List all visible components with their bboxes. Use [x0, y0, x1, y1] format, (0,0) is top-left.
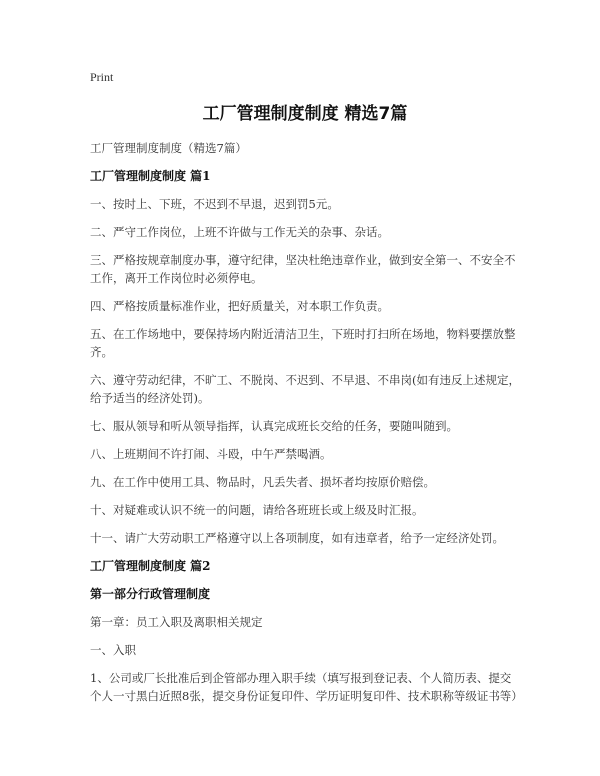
rule-item: 二、严守工作岗位，上班不许做与工作无关的杂事、杂话。: [90, 225, 389, 239]
rule-item: 七、服从领导和听从领导指挥，认真完成班长交给的任务，要随叫随到。: [90, 419, 458, 433]
rule-item: 九、在工作中使用工具、物品时，凡丢失者、损坏者均按原价赔偿。: [90, 475, 435, 489]
rule-item: 八、上班期间不许打闹、斗殴，中午严禁喝酒。: [90, 447, 332, 461]
rule-item: 五、在工作场地中，要保持场内附近清洁卫生，下班时打扫所在场地，物料要摆放整齐。: [90, 327, 516, 359]
rule-item: 三、严格按规章制度办事，遵守纪律，坚决杜绝违章作业，做到安全第一、不安全不工作，离开工作岗位时必须停电。: [90, 253, 516, 285]
rule-item: 四、严格按质量标准作业，把好质量关，对本职工作负责。: [90, 299, 389, 313]
document-subtitle: 工厂管理制度制度（精选7篇）: [90, 141, 247, 155]
rule-item: 十、对疑难或认识不统一的问题，请给各班班长或上级及时汇报。: [90, 503, 424, 517]
document-page: [90, 70, 523, 715]
print-label[interactable]: Print: [90, 70, 114, 84]
part-heading: 第一部分行政管理制度: [90, 587, 211, 601]
rule-item: 六、遵守劳动纪律，不旷工、不脱岗、不迟到、不早退、不串岗(如有违反上述规定，给予适当的经济处罚)。: [90, 373, 520, 405]
rule-item: 1、公司或厂长批准后到企管部办理入职手续（填写报到登记表、个人简历表、提交个人一寸黑白近照8张，提交身份证复印件、学历证明复印件、技术职称等级证书等）: [90, 671, 523, 703]
rule-item: 十一、请广大劳动职工严格遵守以上各项制度，如有违章者，给予一定经济处罚。: [90, 531, 504, 545]
section-heading-1: 工厂管理制度制度 篇1: [90, 169, 211, 183]
section-heading-2: 工厂管理制度制度 篇2: [90, 559, 211, 573]
rule-item: 一、按时上、下班，不迟到不早退，迟到罚5元。: [90, 197, 339, 211]
subsection-title: 一、入职: [90, 643, 136, 657]
chapter-title: 第一章：员工入职及离职相关规定: [90, 615, 263, 629]
document-title: 工厂管理制度制度 精选7篇: [202, 104, 408, 124]
